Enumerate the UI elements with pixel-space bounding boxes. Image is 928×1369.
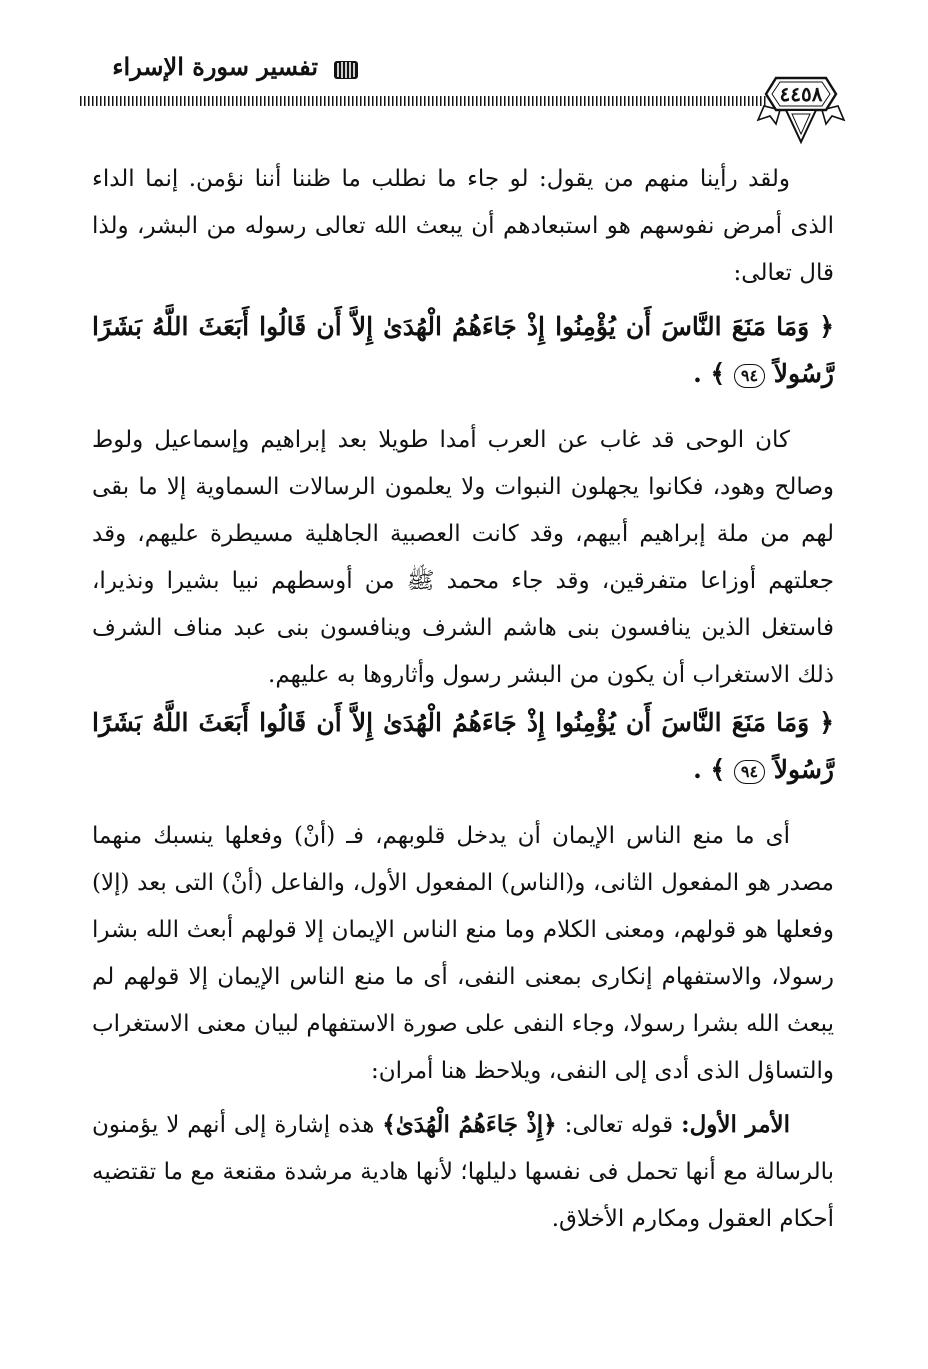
paragraph-2: كان الوحى قد غاب عن العرب أمدا طويلا بعد إبراهيم وإسماعيل ولوط وصالح وهود، فكانوا يجهلون النبوات ولا يعلمون الرسالات السماوية إلا ما بقى لهم من ملة إبراهيم أبيهم، وقد كانت العصبية الجاهلية مسيطرة عليهم، وقد جعلتهم أوزاعا متفرقين، وقد جاء محمد ﷺ من أوسطهم نبيا بشيرا ونذيرا، فاستغل الذين ينافسون بنى هاشم الشرف وينافسون بنى عبد مناف الشرف ذلك الاستغراب أن يكون من البشر رسول وأثاروها به عليهم. <box>92 427 834 688</box>
page-number: ٤٤٥٨ <box>779 82 823 106</box>
verse-number-badge: ٩٤ <box>734 760 765 784</box>
paragraph-4-intro: قوله تعالى: <box>564 1112 674 1138</box>
paragraph-1: ولقد رأينا منهم من يقول: لو جاء ما نطلب ما ظننا أننا نؤمن. إنما الداء الذى أمرض نفوسهم هو استبعادهم أن يبعث الله تعالى رسوله من البشر، ولذا قال تعالى: <box>92 166 834 286</box>
running-header-title: تفسير سورة الإسراء <box>112 52 318 81</box>
verse-number-badge: ٩٤ <box>734 364 765 388</box>
inline-verse-quote: ﴿إِذْ جَاءَهُمُ الْهُدَىٰ﴾ <box>382 1111 557 1138</box>
section-lead-first-point: الأمر الأول: <box>681 1111 791 1138</box>
verse-text: ﴿ وَمَا مَنَعَ النَّاسَ أَن يُؤْمِنُوا إِذْ جَاءَهُمُ الْهُدَىٰ إِلاَّ أَن قَالُوا أَبَعَثَ اللَّهُ بَشَرًا رَّسُولاً <box>92 312 834 388</box>
paragraph-3: أى ما منع الناس الإيمان أن يدخل قلوبهم، فـ (أنْ) وفعلها ينسبك منهما مصدر هو المفعول الثانى، و(الناس) المفعول الأول، والفاعل (أنْ) التى بعد (إلا) وفعلها هو قولهم، ومعنى الكلام وما منع الناس الإيمان إلا قولهم أبعث الله بشرا رسولا، والاستفهام إنكارى بمعنى النفى، أى ما منع الناس الإيمان إلا قولهم لم يبعث الله بشرا رسولا، وجاء النفى على صورة الاستفهام لبيان معنى الاستغراب والتساؤل الذى أدى إلى النفى، ويلاحظ هنا أمران: <box>92 823 834 1084</box>
paragraph-4-text: هذه إشارة إلى أنهم لا يؤمنون بالرسالة مع أنها تحمل فى نفسها دليلها؛ لأنها هادية مرشدة مقنعة مع ما تقتضيه أحكام العقول ومكارم الأخلاق. <box>92 1112 834 1232</box>
header-divider <box>80 96 768 106</box>
quranic-verse-2 <box>92 699 834 793</box>
verse-text: ﴿ وَمَا مَنَعَ النَّاسَ أَن يُؤْمِنُوا إِذْ جَاءَهُمُ الْهُدَىٰ إِلاَّ أَن قَالُوا أَبَعَثَ اللَّهُ بَشَرًا رَّسُولاً <box>92 708 834 784</box>
quranic-verse-1 <box>92 303 834 397</box>
body-text <box>92 156 834 1243</box>
decorative-rosette-icon <box>332 58 360 82</box>
verse-closing-bracket: ﴾ . <box>693 755 726 784</box>
verse-closing-bracket: ﴾ . <box>693 359 726 388</box>
paragraph-4 <box>92 1101 834 1243</box>
